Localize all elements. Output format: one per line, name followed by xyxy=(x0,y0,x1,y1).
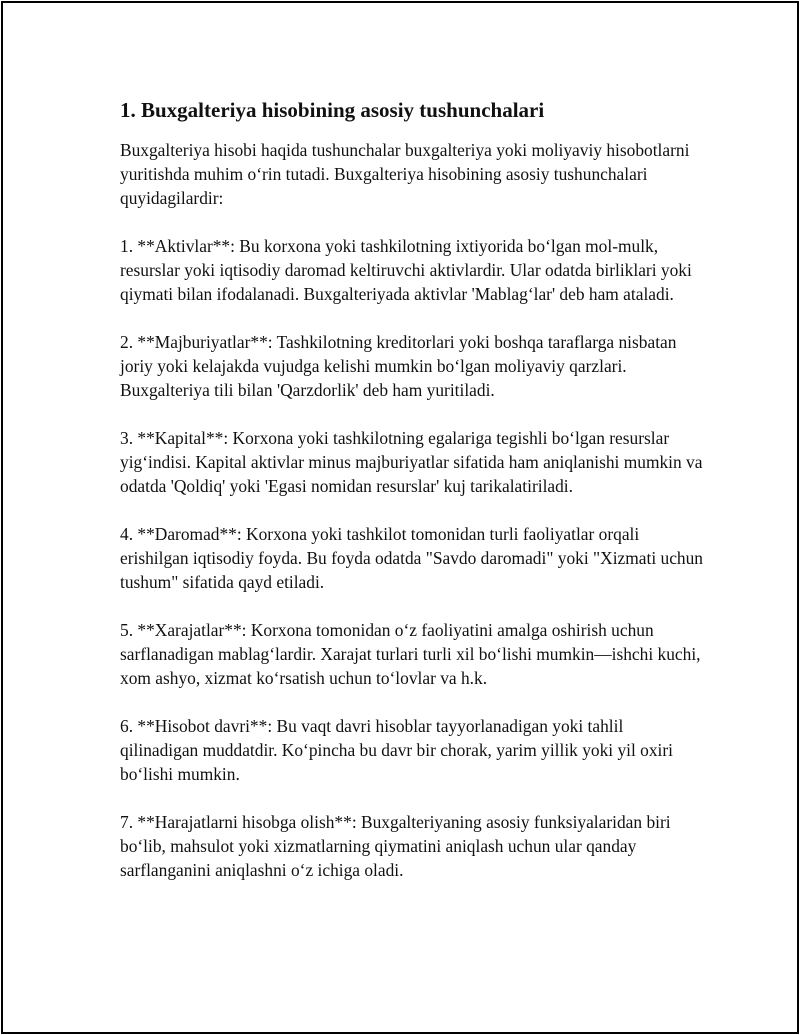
paragraph-xarajatlar: 5. **Xarajatlar**: Korxona tomonidan o‘z faoliyatini amalga oshirish uchun sarflanadigan mablag‘lardir. Xarajat turlari turli xil bo‘lishi mumkin—ishchi kuchi, xom ashyo, xizmat ko‘rsatish uchun to‘lovlar va h.k. xyxy=(120,620,701,688)
paragraph-kapital: 3. **Kapital**: Korxona yoki tashkilotning egalariga tegishli bo‘lgan resurslar yig‘indisi. Kapital aktivlar minus majburiyatlar sifatida ham aniqlanishi mumkin va odatda 'Qoldiq' yoki 'Egasi nomidan resurslar' kuj tarikalatiriladi. xyxy=(120,428,703,496)
paragraph-majburiyatlar: 2. **Majburiyatlar**: Tashkilotning kreditorlari yoki boshqa taraflarga nisbatan joriy yoki kelajakda vujudga kelishi mumkin bo‘lgan moliyaviy qarzlari. Buxgalteriya tili bilan 'Qarzdorlik' deb ham yuritiladi. xyxy=(120,332,677,400)
paragraph-hisobot-davri: 6. **Hisobot davri**: Bu vaqt davri hisoblar tayyorlanadigan yoki tahlil qilinadigan muddatdir. Ko‘pincha bu davr bir chorak, yarim yillik yoki yil oxiri bo‘lishi mumkin. xyxy=(120,716,674,784)
paragraph-aktivlar: 1. **Aktivlar**: Bu korxona yoki tashkilotning ixtiyorida bo‘lgan mol-mulk, resurslar yoki iqtisodiy daromad keltiruvchi aktivlardir. Ular odatda birliklari yoki qiymati bilan ifodalanadi. Buxgalteriyada aktivlar 'Mablag‘lar' deb ham ataladi. xyxy=(120,236,692,304)
paragraph-harajatlarni-hisobga-olish: 7. **Harajatlarni hisobga olish**: Buxgalteriyaning asosiy funksiyalaridan biri bo‘lib, mahsulot yoki xizmatlarning qiymatini aniqlash uchun ular qanday sarflanganini aniqlashni o‘z ichiga oladi. xyxy=(120,812,671,880)
paragraph-daromad: 4. **Daromad**: Korxona yoki tashkilot tomonidan turli faoliyatlar orqali erishilgan iqtisodiy foyda. Bu foyda odatda "Savdo daromadi" yoki "Xizmati uchun tushum" sifatida qayd etiladi. xyxy=(120,524,704,592)
document-title: 1. Buxgalteriya hisobining asosiy tushunchalari xyxy=(120,98,545,122)
document-body xyxy=(120,96,705,906)
intro-paragraph: Buxgalteriya hisobi haqida tushunchalar buxgalteriya yoki moliyaviy hisobotlarni yuritishda muhim o‘rin tutadi. Buxgalteriya hisobining asosiy tushunchalari quyidagilardir: xyxy=(120,140,690,208)
page-frame xyxy=(1,1,799,1034)
